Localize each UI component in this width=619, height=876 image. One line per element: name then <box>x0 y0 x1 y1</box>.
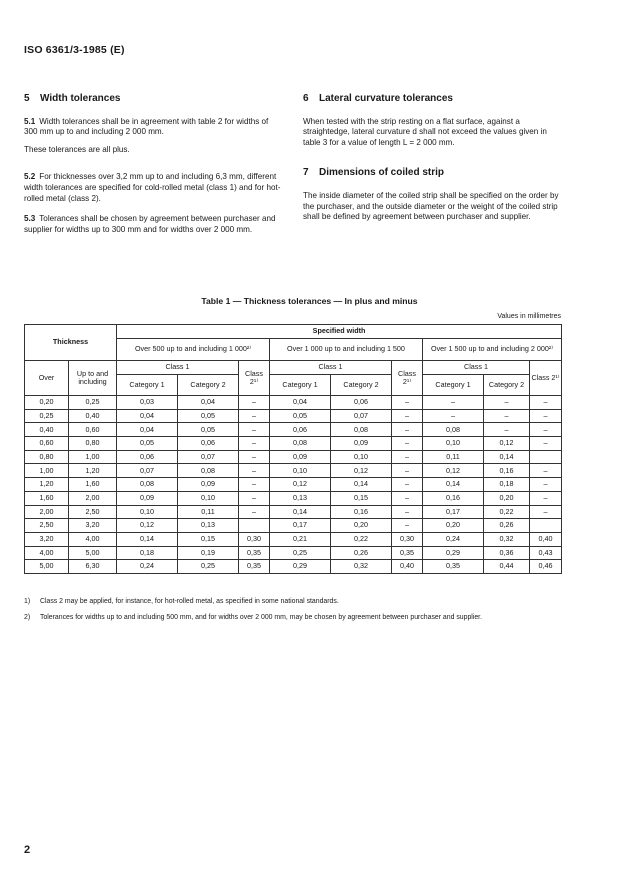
clause-text: Tolerances shall be chosen by agreement between purchaser and supplier for widths up to 300 mm and for widths over 2 000 mm. <box>24 214 276 234</box>
table-cell: 2,50 <box>69 505 117 519</box>
table-cell: 0,07 <box>178 450 239 464</box>
table-cell: – <box>239 409 270 423</box>
table-cell: – <box>392 505 423 519</box>
footnote-text: Class 2 may be applied, for instance, for hot-rolled metal, as specified in some national standards. <box>40 598 339 605</box>
table-cell: – <box>392 450 423 464</box>
table-cell: 3,20 <box>69 519 117 533</box>
table-cell: – <box>530 464 562 478</box>
table-cell: – <box>392 409 423 423</box>
table-cell: 0,06 <box>331 396 392 410</box>
table-cell: 0,17 <box>270 519 331 533</box>
page-number: 2 <box>24 844 31 856</box>
table-cell: 0,06 <box>178 437 239 451</box>
table-cell: 1,00 <box>69 450 117 464</box>
table-cell: 0,08 <box>117 478 178 492</box>
table-cell: – <box>530 505 562 519</box>
table-cell: – <box>239 423 270 437</box>
table-cell: 0,25 <box>25 409 69 423</box>
table-cell: 0,18 <box>117 546 178 560</box>
table-cell: 0,26 <box>484 519 530 533</box>
table-cell: 1,20 <box>69 464 117 478</box>
table-cell: – <box>239 450 270 464</box>
table-cell: 0,13 <box>270 491 331 505</box>
table-cell: 0,35 <box>239 560 270 574</box>
class-2-header: Class 2¹⁾ <box>392 361 423 396</box>
clause-text: For thicknesses over 3,2 mm up to and including 6,3 mm, different width tolerances are specified for cold-rolled metal (class 1) and for hot-rolled metal (class 2). <box>24 172 281 203</box>
table-cell: 0,35 <box>239 546 270 560</box>
table-cell: 0,14 <box>117 532 178 546</box>
table-cell: 0,22 <box>331 532 392 546</box>
table-cell: 0,04 <box>270 396 331 410</box>
table-cell: – <box>484 396 530 410</box>
table-row <box>25 396 562 410</box>
clause-5-2 <box>24 172 282 204</box>
table-cell: – <box>392 437 423 451</box>
table-row <box>25 464 562 478</box>
table-cell: 0,04 <box>117 423 178 437</box>
units-note: Values in millimetres <box>497 313 561 320</box>
table-cell: 0,80 <box>25 450 69 464</box>
table-row <box>25 519 562 533</box>
table-cell: 2,00 <box>25 505 69 519</box>
table-body <box>25 396 562 574</box>
table-row <box>25 437 562 451</box>
table-cell: – <box>392 519 423 533</box>
table-row <box>25 532 562 546</box>
table-cell: 0,32 <box>484 532 530 546</box>
section-6-title <box>303 94 561 105</box>
table-cell: – <box>530 396 562 410</box>
section-number: 5 <box>24 93 30 104</box>
table-cell: 0,15 <box>331 491 392 505</box>
table-cell: 0,35 <box>392 546 423 560</box>
table-cell: – <box>239 396 270 410</box>
table-cell: 5,00 <box>25 560 69 574</box>
class-1-header: Class 1 <box>117 361 239 375</box>
table-cell: 0,06 <box>270 423 331 437</box>
table-cell: 4,00 <box>69 532 117 546</box>
table-cell <box>530 450 562 464</box>
table-cell: 0,21 <box>270 532 331 546</box>
table-cell: 0,06 <box>117 450 178 464</box>
table-cell: 0,17 <box>423 505 484 519</box>
table-cell: 0,07 <box>331 409 392 423</box>
table-cell: 0,05 <box>178 409 239 423</box>
table-cell: 0,09 <box>178 478 239 492</box>
table-cell: 0,30 <box>239 532 270 546</box>
clause-number: 5.2 <box>24 172 36 182</box>
table-cell: 0,40 <box>69 409 117 423</box>
table-cell <box>530 519 562 533</box>
right-column <box>303 94 561 230</box>
category-1-header: Category 1 <box>270 375 331 396</box>
table-cell: 0,10 <box>117 505 178 519</box>
table-cell: 1,20 <box>25 478 69 492</box>
table-cell: 0,22 <box>484 505 530 519</box>
table-row <box>25 560 562 574</box>
table-cell: 0,10 <box>423 437 484 451</box>
table-cell: 0,10 <box>331 450 392 464</box>
table-cell: 1,60 <box>69 478 117 492</box>
table-cell: 0,40 <box>530 532 562 546</box>
section-title-text: Width tolerances <box>40 93 121 104</box>
table-cell: 0,29 <box>270 560 331 574</box>
table-cell: 0,26 <box>331 546 392 560</box>
table-cell: – <box>392 491 423 505</box>
width-range-header: Over 1 000 up to and including 1 500 <box>270 339 423 361</box>
section-7-title <box>303 168 561 179</box>
table-cell: 0,13 <box>178 519 239 533</box>
table-cell: 0,24 <box>117 560 178 574</box>
table-cell: 0,04 <box>117 409 178 423</box>
section-number: 6 <box>303 93 309 104</box>
width-range-header: Over 500 up to and including 1 000²⁾ <box>117 339 270 361</box>
table-cell: 0,05 <box>270 409 331 423</box>
table-cell: 0,25 <box>178 560 239 574</box>
table-cell: 0,12 <box>423 464 484 478</box>
table-cell: 0,11 <box>423 450 484 464</box>
table-cell: 2,50 <box>25 519 69 533</box>
table-cell: 0,60 <box>25 437 69 451</box>
table-cell: – <box>530 491 562 505</box>
table-cell: 6,30 <box>69 560 117 574</box>
table-cell: 0,12 <box>331 464 392 478</box>
table-cell: 0,20 <box>484 491 530 505</box>
thickness-header: Thickness <box>25 325 117 361</box>
over-header: Over <box>25 361 69 396</box>
table-cell: – <box>530 409 562 423</box>
table-cell: 0,40 <box>392 560 423 574</box>
table-cell: 0,60 <box>69 423 117 437</box>
table-row <box>25 478 562 492</box>
table-cell: 0,09 <box>270 450 331 464</box>
table-cell: 0,25 <box>69 396 117 410</box>
table-cell: – <box>239 505 270 519</box>
table-cell: – <box>392 423 423 437</box>
category-2-header: Category 2 <box>331 375 392 396</box>
table-cell: – <box>530 478 562 492</box>
footnote-2 <box>24 614 482 621</box>
table-cell: – <box>239 478 270 492</box>
table-cell: 0,44 <box>484 560 530 574</box>
table-cell: 0,08 <box>423 423 484 437</box>
table-cell: 0,05 <box>178 423 239 437</box>
table-cell: 0,18 <box>484 478 530 492</box>
clause-text: Width tolerances shall be in agreement with table 2 for widths of 300 mm up to and including 2 000 mm. <box>24 116 269 137</box>
category-2-header: Category 2 <box>178 375 239 396</box>
table-cell: 0,14 <box>270 505 331 519</box>
table-cell: 0,16 <box>423 491 484 505</box>
table-cell: 5,00 <box>69 546 117 560</box>
table-cell: 0,29 <box>423 546 484 560</box>
table-cell: 0,25 <box>270 546 331 560</box>
table-cell: 0,20 <box>331 519 392 533</box>
category-1-header: Category 1 <box>117 375 178 396</box>
table-cell: 0,40 <box>25 423 69 437</box>
table-cell: 4,00 <box>25 546 69 560</box>
up-to-header: Up to and including <box>69 361 117 396</box>
table-cell: 0,16 <box>331 505 392 519</box>
table-cell: – <box>484 409 530 423</box>
table-cell: 0,43 <box>530 546 562 560</box>
table-cell: 0,32 <box>331 560 392 574</box>
table-cell: 0,14 <box>484 450 530 464</box>
left-column <box>24 94 282 242</box>
table-cell: 1,00 <box>25 464 69 478</box>
table-cell: – <box>530 437 562 451</box>
table-row <box>25 423 562 437</box>
table-cell: 2,00 <box>69 491 117 505</box>
standard-header: ISO 6361/3-1985 (E) <box>24 44 125 56</box>
table-cell: – <box>239 437 270 451</box>
table-row <box>25 546 562 560</box>
table-row <box>25 491 562 505</box>
table-cell: – <box>392 478 423 492</box>
clause-5-3 <box>24 214 282 235</box>
table-cell: 0,07 <box>117 464 178 478</box>
table-cell: – <box>484 423 530 437</box>
clause-number: 5.3 <box>24 214 36 224</box>
table-cell: 0,08 <box>178 464 239 478</box>
footnote-text: Tolerances for widths up to and including 500 mm, and for widths over 2 000 mm, may be chosen by agreement between purchaser and supplier. <box>40 614 483 621</box>
specified-width-header: Specified width <box>117 325 562 339</box>
table-cell <box>239 519 270 533</box>
section-6-text: When tested with the strip resting on a flat surface, against a straightedge, lateral curvature d shall not exceed the values given in table 3 for a value of length L = 2 000 mm. <box>303 116 547 147</box>
table-cell: 0,30 <box>392 532 423 546</box>
table-cell: 0,10 <box>270 464 331 478</box>
table-cell: – <box>392 464 423 478</box>
table-cell: 0,09 <box>331 437 392 451</box>
clause-5-1-note: These tolerances are all plus. <box>24 144 130 154</box>
table-row <box>25 409 562 423</box>
category-2-header: Category 2 <box>484 375 530 396</box>
table-cell: 0,10 <box>178 491 239 505</box>
table-cell: – <box>239 491 270 505</box>
table-cell: 0,12 <box>117 519 178 533</box>
table-cell: 0,14 <box>423 478 484 492</box>
table-cell: – <box>530 423 562 437</box>
table-cell: 0,19 <box>178 546 239 560</box>
class-1-header: Class 1 <box>270 361 392 375</box>
table-cell: 0,11 <box>178 505 239 519</box>
table-cell: 0,80 <box>69 437 117 451</box>
table-cell: 0,08 <box>270 437 331 451</box>
table-cell: – <box>392 396 423 410</box>
footnote-1 <box>24 598 339 605</box>
clause-5-1 <box>24 117 282 138</box>
section-title-text: Lateral curvature tolerances <box>319 93 453 104</box>
table-cell: 0,03 <box>117 396 178 410</box>
class-2-header: Class 2¹⁾ <box>239 361 270 396</box>
section-number: 7 <box>303 167 309 179</box>
table-row <box>25 450 562 464</box>
clause-number: 5.1 <box>24 116 36 126</box>
table-cell: 0,12 <box>270 478 331 492</box>
table-cell: 0,15 <box>178 532 239 546</box>
section-7-text: The inside diameter of the coiled strip shall be specified on the order by the purchaser, and the outside diameter or the weight of the coiled strip shall be defined by agreement between purchaser and supplier. <box>303 190 559 222</box>
table-cell: 3,20 <box>25 532 69 546</box>
table-cell: 0,12 <box>484 437 530 451</box>
table-cell: 0,09 <box>117 491 178 505</box>
footnote-mark: 1) <box>24 598 31 605</box>
table-cell: – <box>423 409 484 423</box>
table-cell: – <box>423 396 484 410</box>
table-cell: 0,04 <box>178 396 239 410</box>
table-cell: 0,08 <box>331 423 392 437</box>
table-cell: 0,20 <box>25 396 69 410</box>
table-cell: 0,36 <box>484 546 530 560</box>
class-2-header: Class 2¹⁾ <box>530 361 562 396</box>
table-row <box>25 505 562 519</box>
table-cell: – <box>239 464 270 478</box>
table-cell: 0,14 <box>331 478 392 492</box>
width-range-header: Over 1 500 up to and including 2 000²⁾ <box>423 339 562 361</box>
table-cell: 0,46 <box>530 560 562 574</box>
table-cell: 0,16 <box>484 464 530 478</box>
footnote-mark: 2) <box>24 614 31 621</box>
class-1-header: Class 1 <box>423 361 530 375</box>
table-cell: 0,05 <box>117 437 178 451</box>
table-cell: 0,24 <box>423 532 484 546</box>
table-cell: 1,60 <box>25 491 69 505</box>
table-caption: Table 1 — Thickness tolerances — In plus and minus <box>201 296 418 306</box>
thickness-tolerance-table <box>24 324 562 574</box>
section-5-title <box>24 94 282 105</box>
category-1-header: Category 1 <box>423 375 484 396</box>
table-cell: 0,35 <box>423 560 484 574</box>
table-cell: 0,20 <box>423 519 484 533</box>
section-title-text: Dimensions of coiled strip <box>319 167 445 179</box>
